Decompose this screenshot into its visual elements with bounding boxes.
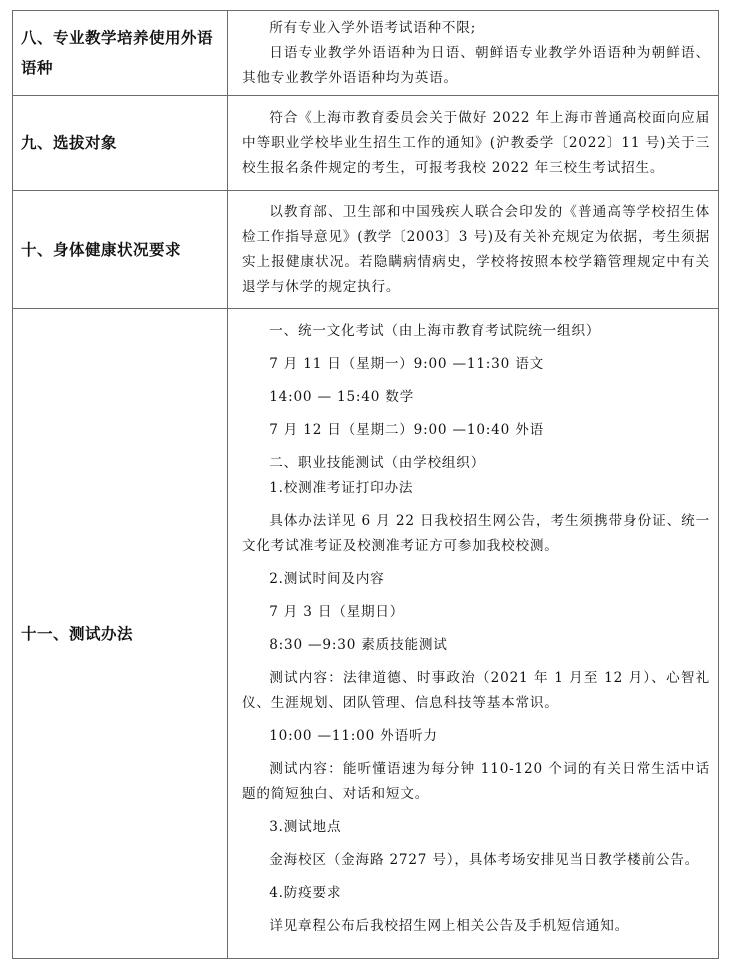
row-label: 十一、测试办法 [21,624,134,643]
row-label: 九、选拔对象 [21,134,118,152]
content-paragraph: 一、统一文化考试（由上海市教育考试院统一组织） [269,323,601,339]
content-paragraph: 符合《上海市教育委员会关于做好 2022 年上海市普通高校面向应届中等职业学校毕业生招生工作的通知》(沪教委学〔2022〕11 号)关于三校生报名条件规定的考生，可报考我校 2022 年三校生考试招生。 [242,109,710,176]
content-paragraph: 2.测试时间及内容 [269,571,385,587]
content-paragraph: 4.防疫要求 [269,885,342,901]
content-paragraph: 金海校区（金海路 2727 号），具体考场安排见当日教学楼前公告。 [269,852,700,868]
content-paragraph: 以教育部、卫生部和中国残疾人联合会印发的《普通高等学校招生体检工作指导意见》(教学〔2003〕3 号)及有关补充规定为依据，考生须据实上报健康状况。若隐瞒病情病史，学校将按照本校学籍管理规定中有关退学与休学的规定执行。 [242,203,710,295]
content-paragraph: 测试内容：能听懂语速为每分钟 110-120 个词的有关日常生活中话题的简短独白、对话和短文。 [242,761,710,802]
row-content-cell [228,11,719,96]
content-paragraph: 7 月 12 日（星期二）9:00 —10:40 外语 [269,422,544,438]
content-paragraph: 二、职业技能测试（由学校组织） [269,455,486,471]
table-row-section-9 [13,96,719,191]
row-content-cell [228,96,719,191]
content-paragraph: 10:00 —11:00 外语听力 [269,728,438,744]
content-paragraph: 具体办法详见 6 月 22 日我校招生网公告，考生须携带身份证、统一文化考试准考证及校测准考证方可参加我校校测。 [242,513,710,554]
content-paragraph: 所有专业入学外语考试语种不限; [269,19,477,36]
admission-rules-table [12,10,719,959]
content-paragraph: 日语专业教学外语语种为日语、朝鲜语专业教学外语语种为朝鲜语、其他专业教学外语语种均为英语。 [242,44,710,86]
row-label-cell [13,96,228,191]
row-label-cell [13,11,228,96]
row-content-cell [228,309,719,959]
content-paragraph: 7 月 3 日（星期日） [269,604,405,620]
row-label: 十、身体健康状况要求 [21,240,182,259]
content-paragraph: 8:30 —9:30 素质技能测试 [269,637,448,653]
table-row-section-10 [13,191,719,309]
row-label: 八、专业教学培养使用外语语种 [21,29,214,77]
content-paragraph: 7 月 11 日（星期一）9:00 —11:30 语文 [269,356,544,372]
row-label-cell [13,191,228,309]
content-paragraph: 1.校测准考证打印办法 [269,480,414,496]
content-paragraph: 详见章程公布后我校招生网上相关公告及手机短信通知。 [269,918,630,934]
content-paragraph: 14:00 — 15:40 数学 [269,389,415,405]
content-paragraph: 测试内容：法律道德、时事政治（2021 年 1 月至 12 月）、心智礼仪、生涯规划、团队管理、信息科技等基本常识。 [242,670,710,711]
row-label-cell [13,309,228,959]
content-paragraph: 3.测试地点 [269,819,342,835]
table-row-section-11 [13,309,719,959]
table-row-section-8 [13,11,719,96]
row-content-cell [228,191,719,309]
